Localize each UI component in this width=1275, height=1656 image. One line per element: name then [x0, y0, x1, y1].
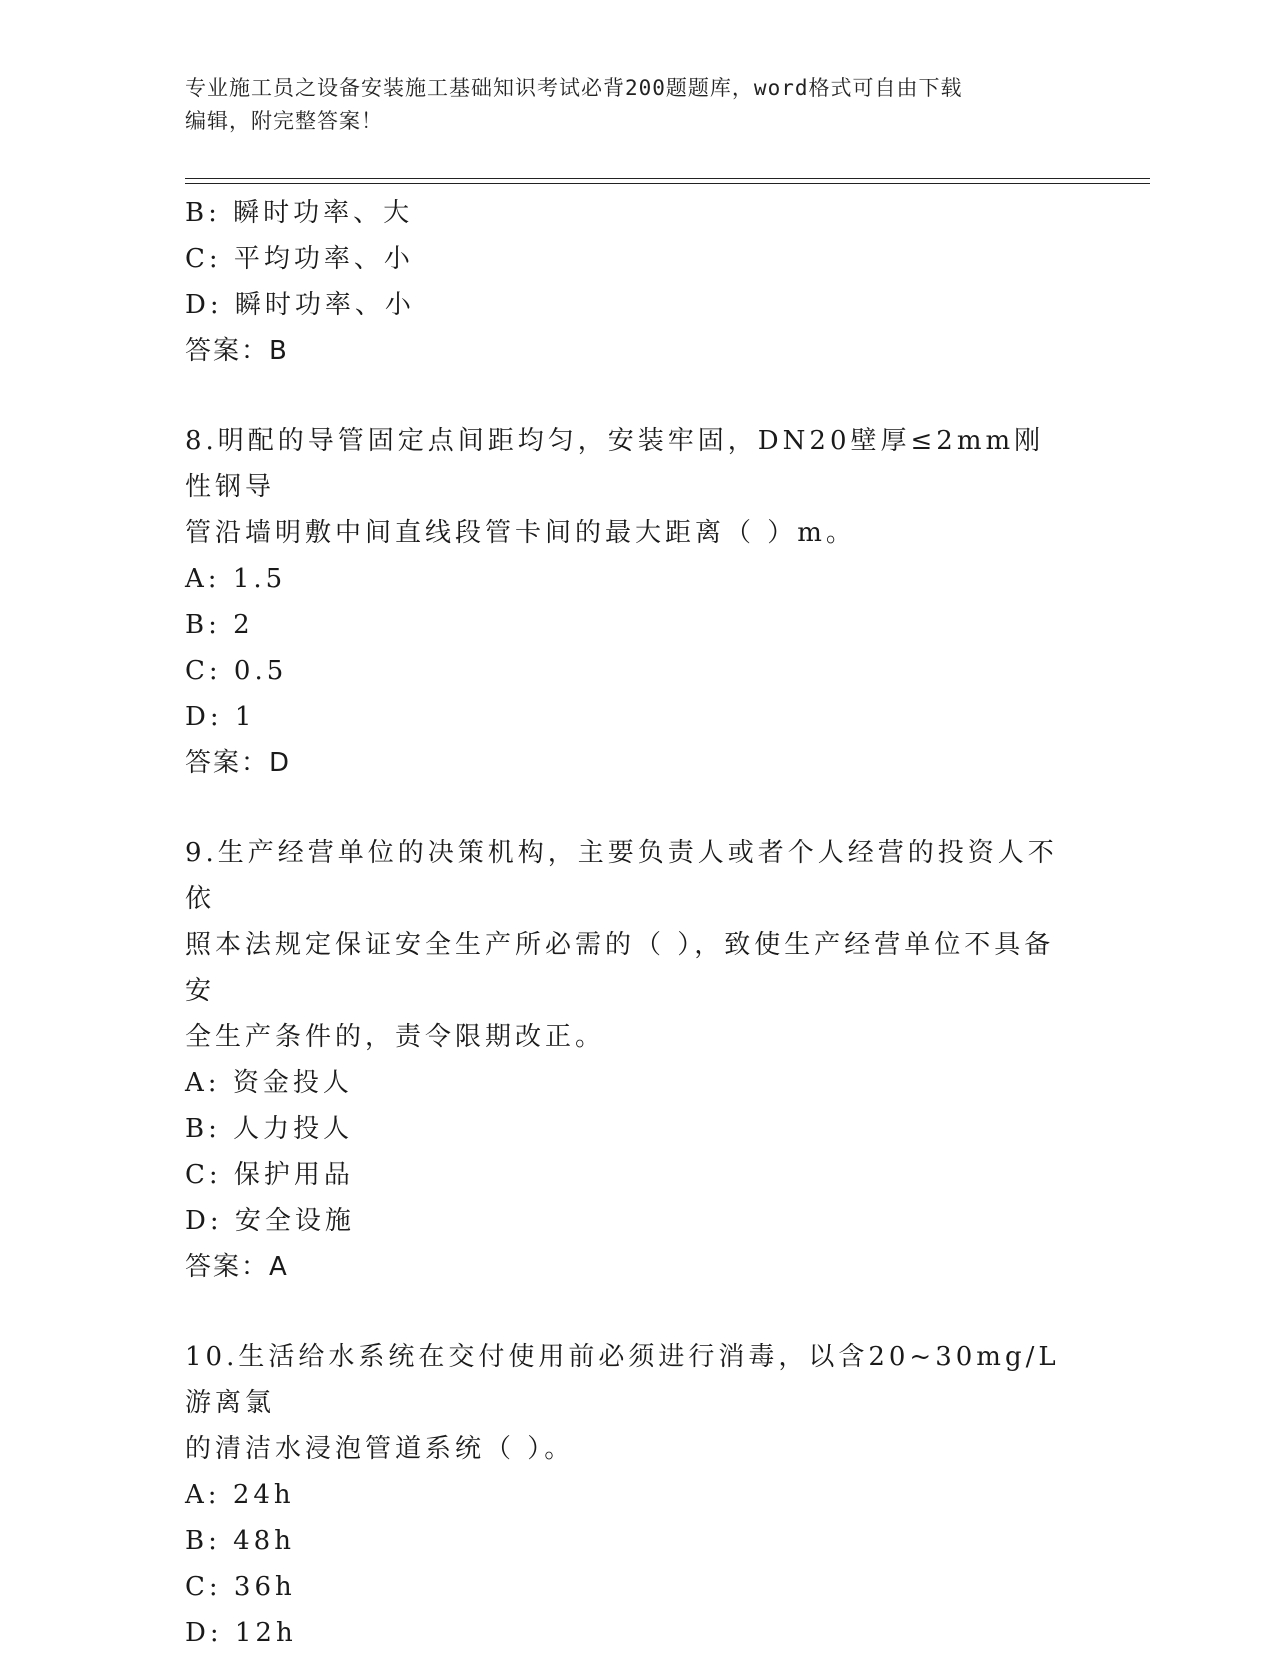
option-letter: D: — [185, 1206, 223, 1236]
header-divider-bottom — [185, 183, 1150, 184]
option-b — [185, 602, 1085, 648]
stem-line: 8.明配的导管固定点间距均匀，安装牢固，DN20壁厚≤2mm刚性钢导 — [185, 426, 1045, 502]
option-letter: D: — [185, 702, 223, 732]
option-text: 48h — [233, 1526, 295, 1556]
answer-line: 答案：D — [185, 748, 292, 778]
option-c — [185, 236, 1085, 282]
stem-line: 照本法规定保证安全生产所必需的（ ），致使生产经营单位不具备安 — [185, 930, 1055, 1006]
option-letter: B: — [185, 1526, 221, 1556]
stem-line: 全生产条件的，责令限期改正。 — [185, 1022, 606, 1052]
option-letter: D: — [185, 290, 223, 320]
option-a — [185, 1472, 1085, 1518]
option-d — [185, 1198, 1085, 1244]
option-text: 1.5 — [232, 564, 287, 594]
option-text: 2 — [233, 610, 254, 640]
option-d — [185, 694, 1085, 740]
option-text: 12h — [234, 1618, 297, 1648]
option-text: 0.5 — [233, 656, 288, 686]
option-a — [185, 1060, 1085, 1106]
stem-line: 管沿墙明敷中间直线段管卡间的最大距离（ ）m。 — [185, 518, 856, 548]
answer-line: 答案：A — [185, 1252, 289, 1282]
option-c — [185, 1152, 1085, 1198]
option-letter: C: — [185, 244, 222, 274]
question-list — [185, 190, 1085, 1656]
header-title-line-2: 编辑，附完整答案！ — [185, 109, 383, 133]
option-text: 资金投人 — [232, 1068, 353, 1098]
stem-line: 9.生产经营单位的决策机构，主要负责人或者个人经营的投资人不依 — [185, 838, 1058, 914]
option-letter: A: — [185, 1068, 221, 1098]
document-header — [185, 72, 1065, 138]
option-text: 瞬时功率、大 — [233, 198, 414, 228]
option-text: 人力投人 — [233, 1114, 354, 1144]
option-letter: B: — [185, 198, 221, 228]
option-text: 36h — [233, 1572, 296, 1602]
question-7 — [185, 190, 1085, 374]
question-stem — [185, 830, 1065, 1060]
question-8 — [185, 418, 1085, 786]
option-letter: C: — [185, 1572, 222, 1602]
option-text: 保护用品 — [233, 1160, 354, 1190]
question-stem — [185, 1334, 1065, 1472]
question-9 — [185, 830, 1085, 1290]
option-c — [185, 1564, 1085, 1610]
option-b — [185, 190, 1085, 236]
option-letter: A: — [185, 1480, 221, 1510]
spacer — [185, 374, 1085, 418]
option-text: 1 — [234, 702, 256, 732]
option-d — [185, 1610, 1085, 1656]
stem-line: 的清洁水浸泡管道系统（ ）。 — [185, 1434, 575, 1464]
option-c — [185, 648, 1085, 694]
option-b — [185, 1106, 1085, 1152]
header-title-line-1: 专业施工员之设备安装施工基础知识考试必背200题题库，word格式可自由下载 — [185, 76, 963, 100]
option-letter: B: — [185, 1114, 221, 1144]
spacer — [185, 786, 1085, 830]
option-text: 平均功率、小 — [233, 244, 414, 274]
option-letter: C: — [185, 656, 222, 686]
option-text: 24h — [232, 1480, 295, 1510]
option-letter: A: — [185, 564, 221, 594]
option-text: 瞬时功率、小 — [234, 290, 415, 320]
stem-line: 10.生活给水系统在交付使用前必须进行消毒，以含20~30mg/L游离氯 — [185, 1342, 1060, 1418]
option-a — [185, 556, 1085, 602]
option-d — [185, 282, 1085, 328]
spacer — [185, 1290, 1085, 1334]
option-letter: D: — [185, 1618, 223, 1648]
option-text: 安全设施 — [234, 1206, 355, 1236]
option-b — [185, 1518, 1085, 1564]
question-10 — [185, 1334, 1085, 1656]
question-stem — [185, 418, 1065, 556]
header-divider-top — [185, 178, 1150, 179]
option-letter: C: — [185, 1160, 222, 1190]
option-letter: B: — [185, 610, 221, 640]
answer-line: 答案：B — [185, 336, 289, 366]
